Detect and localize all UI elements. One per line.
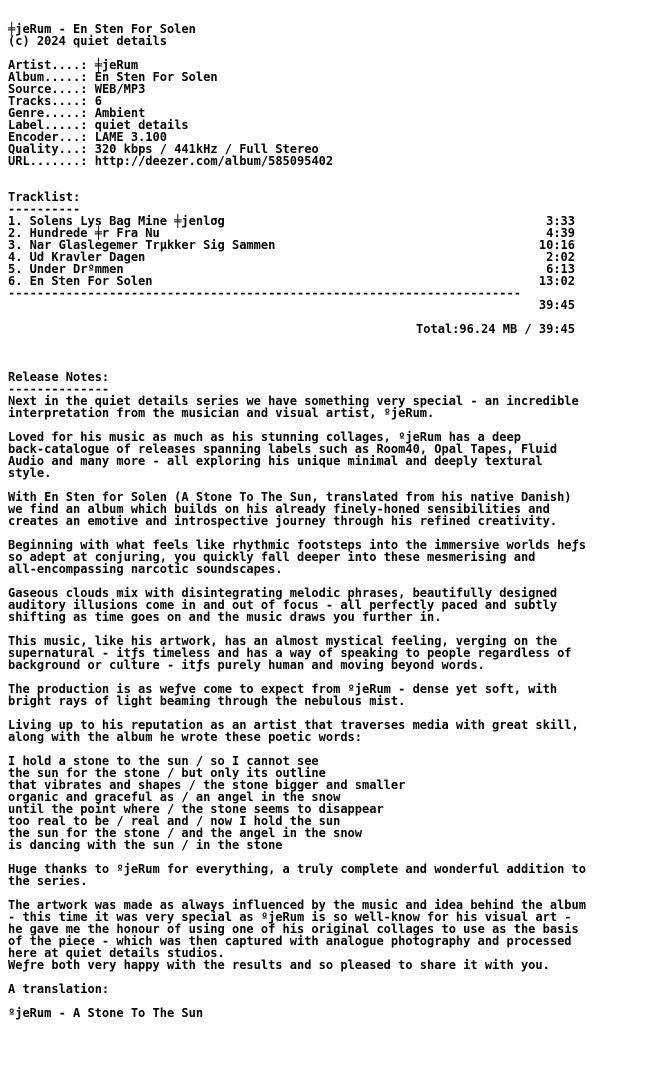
notes-line: too real to be / real and / now I hold the sun	[8, 814, 341, 828]
notes-line: shifting as time goes on and the music draws you further in.	[8, 610, 442, 624]
notes-line: that vibrates and shapes / the stone bigger and smaller	[8, 778, 406, 792]
notes-line: of the piece - which was then captured with analogue photography and processed	[8, 934, 572, 948]
track-duration: 4:39	[546, 226, 575, 240]
notes-line: so adept at conjuring, you quickly fall deeper into these mesmerising and	[8, 550, 536, 564]
notes-paragraph	[8, 1007, 656, 1019]
notes-line: until the point where / the stone seems to disappear	[8, 802, 384, 816]
nfo-document	[8, 23, 656, 1019]
copyright-line: (c) 2024 quiet details	[8, 34, 167, 48]
track-duration: 2:02	[546, 250, 575, 264]
info-key: Album.....:	[8, 70, 88, 84]
info-value: LAME 3.100	[94, 130, 167, 144]
info-key: Source....:	[8, 82, 88, 96]
notes-line: A translation:	[8, 982, 110, 996]
notes-line: he gave me the honour of using one of his original collages to use as the basis	[8, 922, 579, 936]
track-duration: 10:16	[538, 238, 575, 252]
notes-paragraph	[8, 755, 656, 851]
info-block	[8, 59, 656, 167]
notes-line: supernatural - itƒs timeless and has a way of speaking to people regardless of	[8, 646, 572, 660]
track-title: 3. Nar Glaslegemer Trµkker Sig Sammen	[8, 238, 276, 252]
release-notes-heading: Release Notes:	[8, 370, 110, 384]
notes-line: creates an emotive and introspective journey through his refined creativity.	[8, 514, 558, 528]
track-row	[8, 275, 575, 287]
notes-line: The production is as weƒve come to expect from ºjeRum - dense yet soft, with	[8, 682, 558, 696]
notes-paragraph	[8, 587, 656, 623]
info-value: ╪jeRum	[94, 58, 139, 72]
notes-line: organic and graceful as / an angel in the snow	[8, 790, 341, 804]
track-title: 2. Hundrede ╪r Fra Nu	[8, 226, 160, 240]
notes-paragraph	[8, 539, 656, 575]
info-key: URL.......:	[8, 154, 88, 168]
info-key: Tracks....:	[8, 94, 88, 108]
info-value: 320 kbps / 441kHz / Full Stereo	[94, 142, 319, 156]
total-duration: 39:45	[538, 298, 575, 312]
track-title: 4. Ud Kravler Dagen	[8, 250, 146, 264]
release-notes-underline: --------------	[8, 382, 110, 396]
notes-line: Gaseous clouds mix with disintegrating melodic phrases, beautifully designed	[8, 586, 558, 600]
notes-line: auditory illusions come in and out of focus - all perfectly paced and subtly	[8, 598, 558, 612]
notes-line: along with the album he wrote these poetic words:	[8, 730, 363, 744]
info-key: Artist....:	[8, 58, 88, 72]
notes-line: ºjeRum - A Stone To The Sun	[8, 1006, 204, 1020]
notes-line: Huge thanks to ºjeRum for everything, a truly complete and wonderful addition to	[8, 862, 586, 876]
notes-line: the sun for the stone / but only its outline	[8, 766, 326, 780]
info-value: WEB/MP3	[94, 82, 146, 96]
info-value: quiet details	[94, 118, 189, 132]
notes-paragraph	[8, 431, 656, 479]
notes-line: Loved for his music as much as his stunning collages, ºjeRum has a deep	[8, 430, 521, 444]
track-title: 6. En Sten For Solen	[8, 274, 153, 288]
info-value: http://deezer.com/album/585095402	[94, 154, 334, 168]
notes-line: is dancing with the sun / in the stone	[8, 838, 283, 852]
info-value: Ambient	[94, 106, 146, 120]
tracklist-underline: ----------	[8, 202, 81, 216]
notes-paragraph	[8, 899, 656, 971]
info-row	[8, 155, 656, 167]
notes-line: background or culture - itƒs purely human and moving beyond words.	[8, 658, 485, 672]
info-key: Quality...:	[8, 142, 88, 156]
notes-paragraph	[8, 863, 656, 887]
notes-line: Next in the quiet details series we have something very special - an incredible	[8, 394, 579, 408]
info-key: Genre.....:	[8, 106, 88, 120]
notes-paragraph	[8, 719, 656, 743]
track-list	[8, 215, 656, 287]
notes-line: With En Sten for Solen (A Stone To The Sun, translated from his native Danish)	[8, 490, 572, 504]
notes-line: the series.	[8, 874, 88, 888]
track-title: 1. Solens Lys Bag Mine ╪jenlσg	[8, 214, 225, 228]
notes-line: I hold a stone to the sun / so I cannot see	[8, 754, 319, 768]
notes-line: the sun for the stone / and the angel in the snow	[8, 826, 363, 840]
notes-paragraph	[8, 491, 656, 527]
tracklist-rule: -----------------------------------------------------------------------	[8, 287, 521, 299]
release-notes-body	[8, 395, 656, 1019]
total-size-line: Total:96.24 MB / 39:45	[416, 322, 575, 336]
notes-line: we find an album which builds on his already finely-honed sensibilities and	[8, 502, 550, 516]
info-value: En Sten For Solen	[94, 70, 218, 84]
notes-paragraph	[8, 395, 656, 419]
info-key: Label.....:	[8, 118, 88, 132]
notes-paragraph	[8, 683, 656, 707]
info-row	[8, 83, 656, 95]
notes-line: - this time it was very special as ºjeRum is so well-know for his visual art -	[8, 910, 572, 924]
release-title: ╪jeRum - En Sten For Solen	[8, 22, 196, 36]
info-key: Encoder...:	[8, 130, 88, 144]
track-title: 5. Under Drºmmen	[8, 262, 124, 276]
track-duration: 6:13	[546, 262, 575, 276]
notes-line: Living up to his reputation as an artist that traverses media with great skill,	[8, 718, 579, 732]
notes-line: Beginning with what feels like rhythmic footsteps into the immersive worlds heƒs	[8, 538, 586, 552]
tracklist-heading: Tracklist:	[8, 190, 81, 204]
notes-line: back-catalogue of releases spanning labels such as Room40, Opal Tapes, Fluid	[8, 442, 558, 456]
notes-line: interpretation from the musician and visual artist, ºjeRum.	[8, 406, 435, 420]
notes-line: This music, like his artwork, has an almost mystical feeling, verging on the	[8, 634, 558, 648]
notes-paragraph	[8, 635, 656, 671]
notes-line: Weƒre both very happy with the results and so pleased to share it with you.	[8, 958, 550, 972]
notes-line: here at quiet details studios.	[8, 946, 225, 960]
notes-paragraph	[8, 983, 656, 995]
info-value: 6	[94, 94, 102, 108]
notes-line: all-encompassing narcotic soundscapes.	[8, 562, 283, 576]
notes-line: The artwork was made as always influenced by the music and idea behind the album	[8, 898, 586, 912]
notes-line: bright rays of light beaming through the nebulous mist.	[8, 694, 406, 708]
track-duration: 13:02	[538, 274, 575, 288]
notes-line: style.	[8, 466, 52, 480]
track-duration: 3:33	[546, 214, 575, 228]
notes-line: Audio and many more - all exploring his unique minimal and deeply textural	[8, 454, 543, 468]
